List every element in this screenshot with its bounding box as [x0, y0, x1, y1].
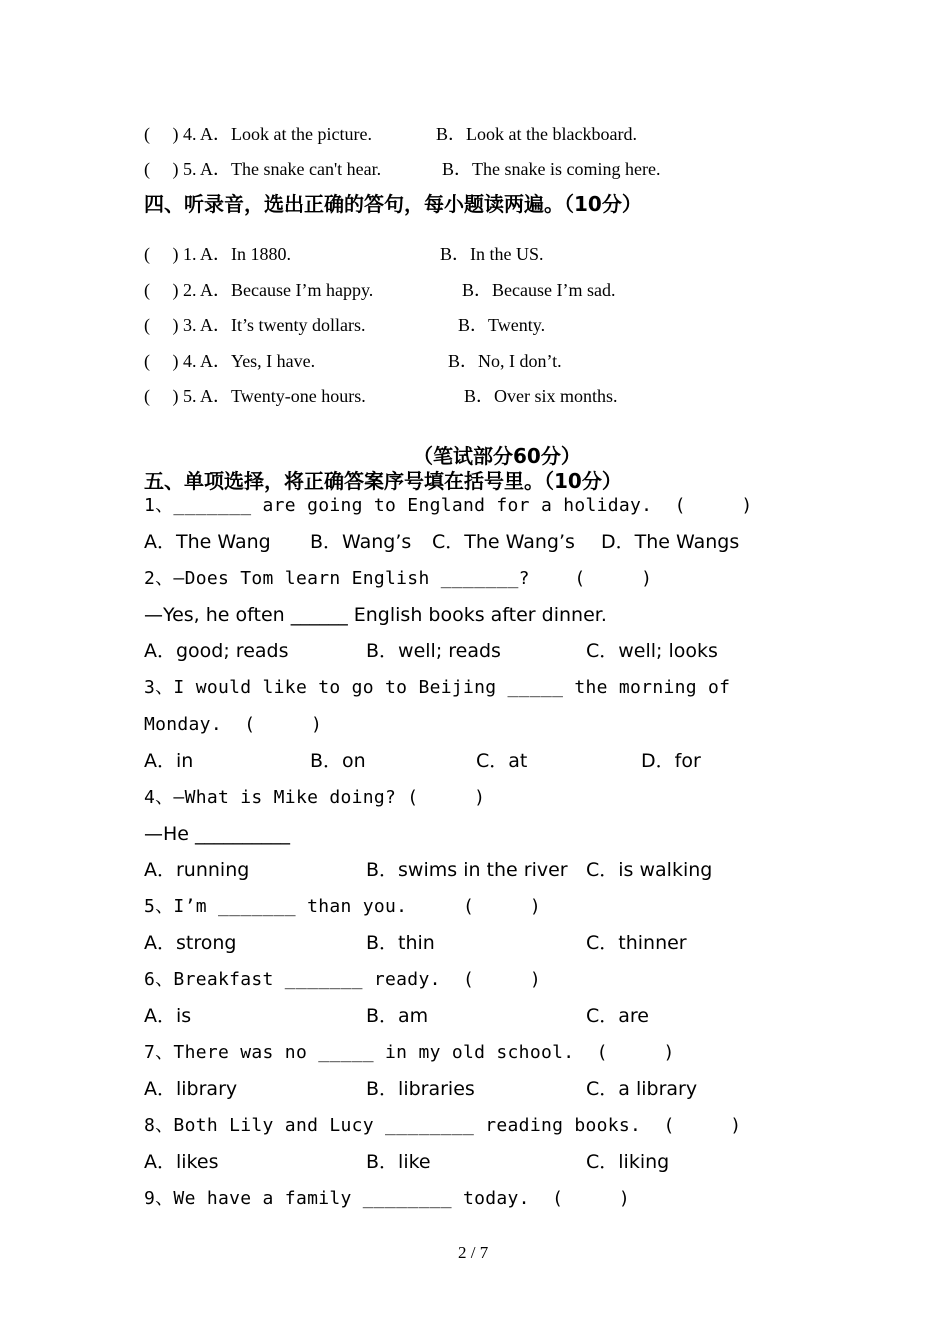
s5-q3-b: B．on — [310, 750, 366, 772]
s5-q4-a: A．running — [144, 859, 250, 881]
s5-q4-stem: 4、—What is Mike doing? ( ) — [144, 787, 486, 808]
s5-q3-a: A．in — [144, 750, 194, 772]
s4-q4-a: ( ) 4. A．Yes, I have. — [144, 351, 316, 371]
s5-q5-a: A．strong — [144, 932, 237, 954]
s5-q1-d: D．The Wangs — [601, 531, 740, 553]
s5-q5-c: C．thinner — [586, 932, 687, 954]
s5-q4-b: B．swims in the river — [366, 859, 568, 881]
s5-q1-stem: 1、_______ are going to England for a holiday. ( ) — [144, 495, 753, 516]
s5-q3-stem: 3、I would like to go to Beijing _____ the morning of — [144, 677, 731, 698]
s5-q5-stem: 5、I’m _______ than you. ( ) — [144, 896, 541, 917]
s5-q4-line2: —He __________ — [144, 823, 291, 845]
s5-q8-stem: 8、Both Lily and Lucy ________ reading books. ( ) — [144, 1115, 742, 1136]
s4-q5-a: ( ) 5. A．Twenty-one hours. — [144, 386, 366, 406]
s5-q2-a: A．good; reads — [144, 640, 289, 662]
s4-q5-b: B．Over six months. — [464, 386, 618, 406]
written-part-title: （笔试部分60分） — [413, 444, 581, 468]
s4-q1-a: ( ) 1. A．In 1880. — [144, 244, 291, 264]
s5-q8-c: C．liking — [586, 1151, 670, 1173]
section4-title: 四、听录音，选出正确的答句，每小题读两遍。（10分） — [144, 192, 642, 216]
s5-q9-stem: 9、We have a family ________ today. ( ) — [144, 1188, 631, 1209]
s5-q6-stem: 6、Breakfast _______ ready. ( ) — [144, 969, 541, 990]
s4-q2-a: ( ) 2. A．Because I’m happy. — [144, 280, 374, 300]
listening-q5-b: B．The snake is coming here. — [442, 159, 661, 179]
s5-q8-b: B．like — [366, 1151, 431, 1173]
listening-q4-a: ( ) 4. A．Look at the picture. — [144, 124, 372, 144]
s5-q1-a: A．The Wang — [144, 531, 271, 553]
page-number: 2 / 7 — [458, 1243, 489, 1262]
s5-q1-c: C．The Wang’s — [432, 531, 575, 553]
s4-q3-b: B．Twenty. — [458, 315, 546, 335]
s5-q1-b: B．Wang’s — [310, 531, 412, 553]
s5-q3-d: D．for — [641, 750, 701, 772]
s5-q2-c: C．well; looks — [586, 640, 718, 662]
s5-q7-c: C．a library — [586, 1078, 698, 1100]
s4-q4-b: B．No, I don’t. — [448, 351, 562, 371]
s5-q7-stem: 7、There was no _____ in my old school. ( ) — [144, 1042, 675, 1063]
listening-q4-b: B．Look at the blackboard. — [436, 124, 637, 144]
s5-q4-c: C．is walking — [586, 859, 713, 881]
s5-q7-a: A．library — [144, 1078, 238, 1100]
s5-q5-b: B．thin — [366, 932, 435, 954]
s5-q6-a: A．is — [144, 1005, 192, 1027]
s5-q6-c: C．are — [586, 1005, 649, 1027]
s5-q2-b: B．well; reads — [366, 640, 501, 662]
s5-q8-a: A．likes — [144, 1151, 219, 1173]
s4-q3-a: ( ) 3. A．It’s twenty dollars. — [144, 315, 366, 335]
section5-title: 五、单项选择，将正确答案序号填在括号里。（10分） — [144, 469, 622, 493]
s4-q2-b: B．Because I’m sad. — [462, 280, 616, 300]
listening-q5-a: ( ) 5. A．The snake can't hear. — [144, 159, 382, 179]
s5-q6-b: B．am — [366, 1005, 429, 1027]
s5-q2-stem: 2、—Does Tom learn English _______? ( ) — [144, 568, 653, 589]
s5-q2-line2: —Yes, he often ______ English books after dinner. — [144, 604, 607, 626]
s5-q7-b: B．libraries — [366, 1078, 475, 1100]
s5-q3-line2: Monday. ( ) — [144, 714, 323, 735]
s4-q1-b: B．In the US. — [440, 244, 544, 264]
s5-q3-c: C．at — [476, 750, 528, 772]
